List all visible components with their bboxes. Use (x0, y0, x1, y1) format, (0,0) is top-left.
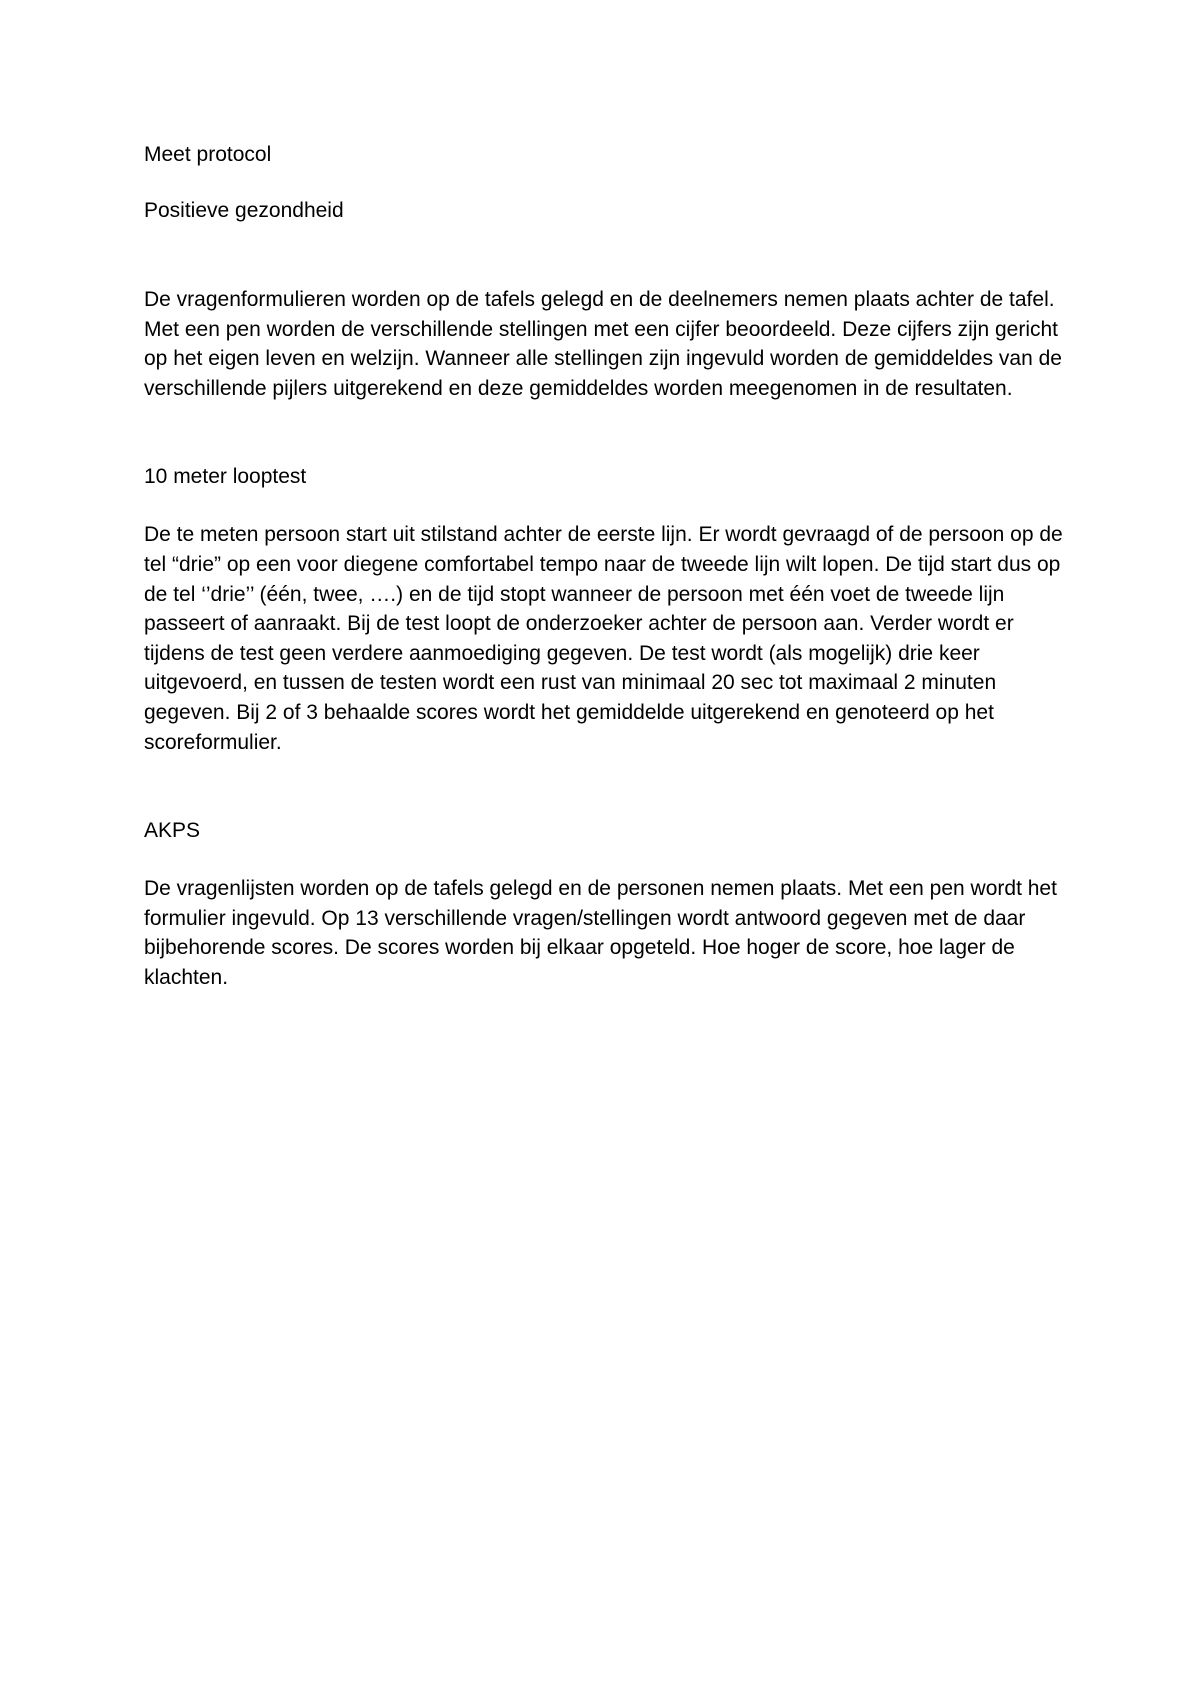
document-content (144, 140, 1074, 993)
section-paragraph-akps: De vragenlijsten worden op de tafels gelegd en de personen nemen plaats. Met een pen wordt het formulier ingevuld. Op 13 verschillende vragen/stellingen wordt antwoord gegeven met de daar bijbehorende scores. De scores worden bij elkaar opgeteld. Hoe hoger de score, hoe lager de klachten. (144, 877, 1057, 989)
section-heading-akps: AKPS (144, 819, 201, 843)
section-heading-positieve-gezondheid: Positieve gezondheid (144, 199, 344, 222)
section-heading-10-meter-looptest: 10 meter looptest (144, 465, 307, 489)
section-paragraph-positieve-gezondheid: De vragenformulieren worden op de tafels gelegd en de deelnemers nemen plaats achter de tafel. Met een pen worden de verschillende stellingen met een cijfer beoordeeld. Deze cijfers zijn gericht op het eigen leven en welzijn. Wanneer alle stellingen zijn ingevuld worden de gemiddeldes van de verschillende pijlers uitgerekend en deze gemiddeldes worden meegenomen in de resultaten. (144, 288, 1062, 400)
document-title: Meet protocol (144, 143, 272, 166)
section-paragraph-10-meter-looptest: De te meten persoon start uit stilstand achter de eerste lijn. Er wordt gevraagd of de persoon op de tel “drie” op een voor diegene comfortabel tempo naar de tweede lijn wilt lopen. De tijd start dus op de tel ‘’drie’’ (één, twee, ….) en de tijd stopt wanneer de persoon met één voet de tweede lijn passeert of aanraakt. Bij de test loopt de onderzoeker achter de persoon aan. Verder wordt er tijdens de test geen verdere aanmoediging gegeven. De test wordt (als mogelijk) drie keer uitgevoerd, en tussen de testen wordt een rust van minimaal 20 sec tot maximaal 2 minuten gegeven. Bij 2 of 3 behaalde scores wordt het gemiddelde uitgerekend en genoteerd op het scoreformulier. (144, 523, 1063, 754)
